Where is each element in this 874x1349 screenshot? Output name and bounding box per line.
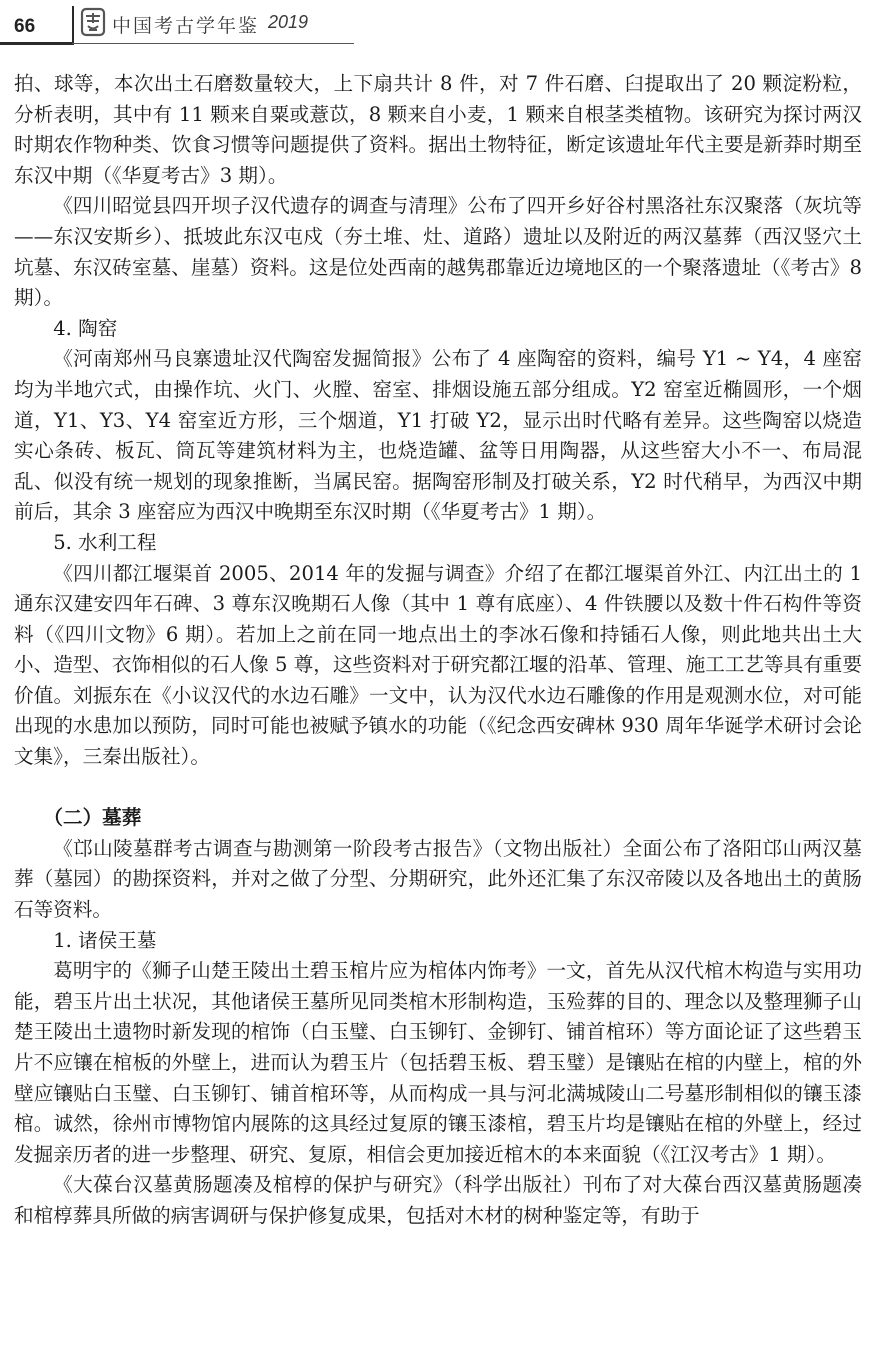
paragraph: 拍、球等，本次出土石磨数量较大，上下扇共计 8 件，对 7 件石磨、臼提取出了 20 颗淀粉粒，分析表明，其中有 11 颗来自粟或薏苡，8 颗来自小麦，1 颗来自根茎类植物。该研究为探讨两汉时期农作物种类、饮食习惯等问题提供了资料。据出土物特征，断定该遗址年代主要是新莽时期至东汉中期（《华夏考古》3 期）。	[14, 72, 862, 187]
header-separator	[72, 6, 74, 45]
paragraph: 《邙山陵墓群考古调查与勘测第一阶段考古报告》（文物出版社）全面公布了洛阳邙山两汉墓葬（墓园）的勘探资料，并对之做了分型、分期研究，此外还汇集了东汉帝陵以及各地出土的黄肠石等资料。	[14, 836, 862, 922]
running-header	[0, 0, 874, 50]
paragraph: 5. 水利工程	[53, 530, 157, 554]
section-heading: （二）墓葬	[43, 806, 142, 830]
journal-title: 中国考古学年鉴	[112, 15, 260, 37]
paragraph: 4. 陶窑	[53, 316, 118, 340]
page-number: 66	[14, 16, 36, 37]
journal-year: 2019	[268, 12, 309, 32]
paragraph: 《四川昭觉县四开坝子汉代遗存的调查与清理》公布了四开乡好谷村黑洛社东汉聚落（灰坑等——东汉安斯乡）、抵坡此东汉屯戍（夯土堆、灶、道路）遗址以及附近的两汉墓葬（西汉竖穴土坑墓、东汉砖室墓、崖墓）资料。这是位处西南的越隽郡靠近边境地区的一个聚落遗址（《考古》8 期）。	[14, 194, 862, 310]
article-body	[14, 69, 862, 1232]
paragraph: 1. 诸侯王墓	[53, 928, 157, 952]
yearbook-seal-logo-icon	[80, 7, 106, 37]
page-number-underline	[0, 42, 72, 45]
paragraph: 《河南郑州马良寨遗址汉代陶窑发掘简报》公布了 4 座陶窑的资料，编号 Y1 ~ Y4，4 座窑均为半地穴式，由操作坑、火门、火膛、窑室、排烟设施五部分组成。Y2 窑室近椭圆形，一个烟道，Y1、Y3、Y4 窑室近方形，三个烟道，Y1 打破 Y2，显示出时代略有差异。这些陶窑以烧造实心条砖、板瓦、筒瓦等建筑材料为主，也烧造罐、盆等日用陶器，从这些窑大小不一、布局混乱、似没有统一规划的现象推断，当属民窑。据陶窑形制及打破关系，Y2 时代稍早，为西汉中期前后，其余 3 座窑应为西汉中晚期至东汉时期（《华夏考古》1 期）。	[14, 347, 862, 524]
header-rule	[72, 43, 354, 44]
paragraph: 《大葆台汉墓黄肠题凑及棺椁的保护与研究》（科学出版社）刊布了对大葆台西汉墓黄肠题凑和棺椁葬具所做的病害调研与保护修复成果，包括对木材的树种鉴定等，有助于	[14, 1173, 862, 1227]
paragraph: 葛明宇的《狮子山楚王陵出土碧玉棺片应为棺体内饰考》一文，首先从汉代棺木构造与实用功能，碧玉片出土状况，其他诸侯王墓所见同类棺木形制构造，玉殓葬的目的、理念以及整理狮子山楚王陵出土遗物时新发现的棺饰（白玉璧、白玉铆钉、金铆钉、铺首棺环）等方面论证了这些碧玉片不应镶在棺板的外壁上，进而认为碧玉片（包括碧玉板、碧玉璧）是镶贴在棺的内壁上，棺的外壁应镶贴白玉璧、白玉铆钉、铺首棺环等，从而构成一具与河北满城陵山二号墓形制相似的镶玉漆棺。诚然，徐州市博物馆内展陈的这具经过复原的镶玉漆棺，碧玉片均是镶贴在棺的外壁上，经过发掘亲历者的进一步整理、研究、复原，相信会更加接近棺木的本来面貌（《江汉考古》1 期）。	[14, 959, 862, 1166]
section-spacer	[14, 773, 862, 804]
paragraph: 《四川都江堰渠首 2005、2014 年的发掘与调查》介绍了在都江堰渠首外江、内江出土的 1 通东汉建安四年石碑、3 尊东汉晚期石人像（其中 1 尊有底座）、4 件铁腰以及数十件石构件等资料（《四川文物》6 期）。若加上之前在同一地点出土的李冰石像和持锸石人像，则此地共出土大小、造型、衣饰相似的石人像 5 尊，这些资料对于研究都江堰的沿革、管理、施工工艺等具有重要价值。刘振东在《小议汉代的水边石雕》一文中，认为汉代水边石雕像的作用是观测水位，对可能出现的水患加以预防，同时可能也被赋予镇水的功能（《纪念西安碑林 930 周年华诞学术研讨会论文集》，三秦出版社）。	[14, 561, 862, 769]
